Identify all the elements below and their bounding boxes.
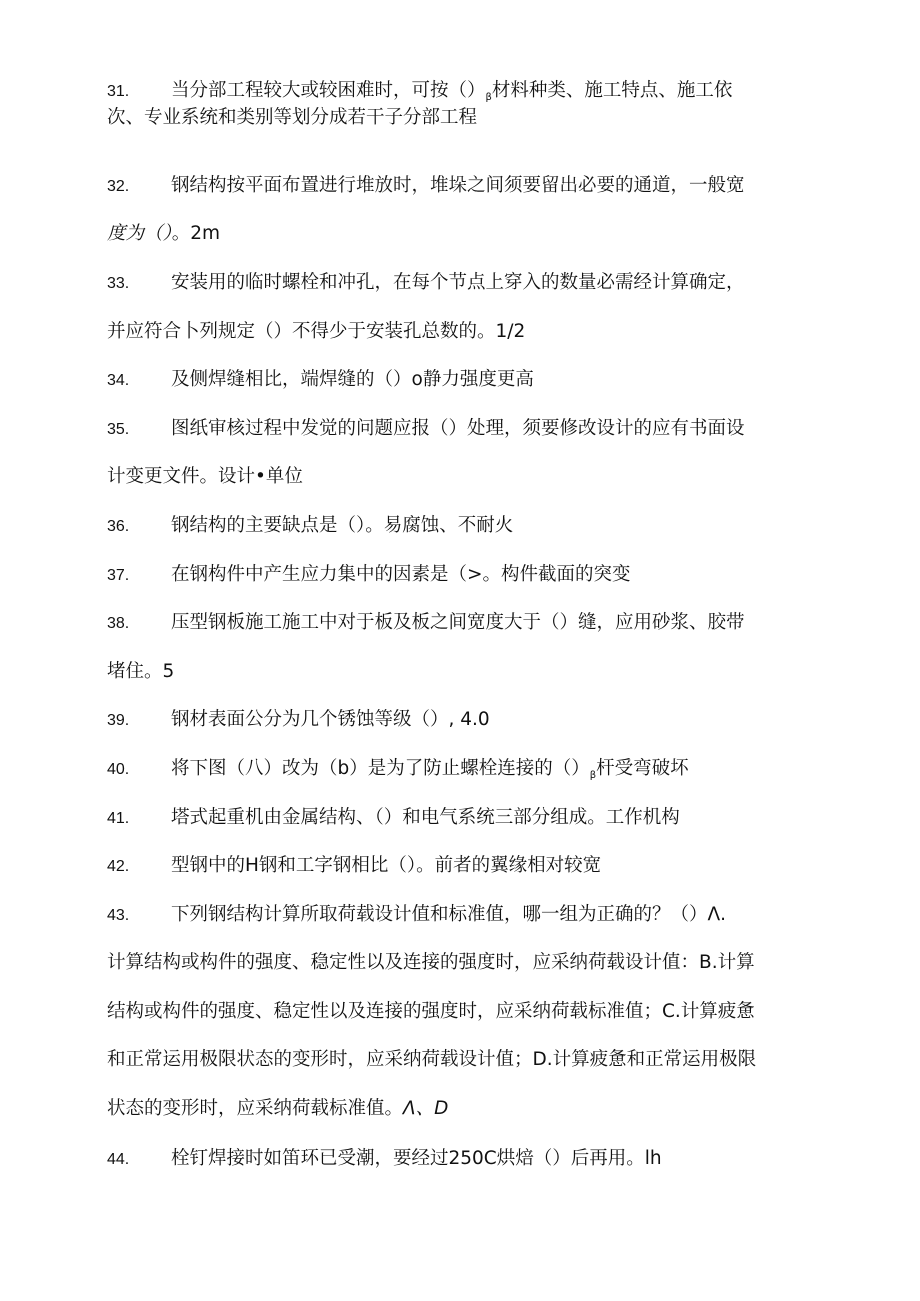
- option-text: 状态的变形时，应采纳荷载标准值。: [107, 1098, 404, 1119]
- question-34: [107, 369, 534, 392]
- question-number: 31.: [107, 83, 130, 100]
- question-43-line-4: [107, 1049, 756, 1071]
- question-number: 40.: [107, 761, 130, 778]
- question-number: 35.: [107, 421, 130, 438]
- question-43-line-5: [107, 1098, 448, 1120]
- question-number: 44.: [107, 1151, 130, 1168]
- question-36: [107, 515, 513, 538]
- option-text: 结构或构件的强度、稳定性以及连接的强度时，应采纳荷载标准值；C.计算疲惫: [107, 1001, 755, 1022]
- question-number: 39.: [107, 712, 130, 729]
- question-43-line-3: [107, 1001, 755, 1023]
- answer-text: Λ、D: [403, 1098, 449, 1119]
- answer-text: 材料种类、施工特点、施工依: [491, 80, 733, 101]
- question-33-line-2: [107, 321, 525, 343]
- answer-text: 杆受弯破坏: [596, 758, 689, 779]
- question-number: 37.: [107, 567, 130, 584]
- question-text: 钢结构的主要缺点是（）。易腐蚀、不耐火: [171, 515, 514, 536]
- question-35-line-1: [107, 418, 745, 441]
- question-text: 安装用的临时螺栓和冲孔，在每个节点上穿入的数量必需经计算确定，: [171, 272, 745, 293]
- question-text: 压型钢板施工施工中对于板及板之间宽度大于（）缝，应用砂浆、胶带: [171, 612, 745, 633]
- question-text: 下列钢结构计算所取荷载设计值和标准值，哪一组为正确的？（）Λ.: [171, 904, 727, 925]
- question-42: [107, 855, 601, 878]
- question-number: 32.: [107, 178, 130, 195]
- question-43-line-2: [107, 952, 755, 974]
- subscript-mark: β: [485, 92, 492, 103]
- question-43-line-1: [107, 904, 726, 927]
- question-number: 33.: [107, 275, 130, 292]
- question-text: 及侧焊缝相比，端焊缝的（）o静力强度更高: [171, 369, 534, 390]
- question-31-line-1: [107, 80, 732, 109]
- question-33-line-1: [107, 272, 745, 295]
- question-text: 型钢中的H钢和工字钢相比（）。前者的翼缘相对较宽: [171, 855, 602, 876]
- question-text: 栓钉焊接时如笛环已受潮，要经过250C烘焙（）后再用。lh: [171, 1148, 662, 1169]
- question-number: 34.: [107, 372, 130, 389]
- subscript-mark: β: [589, 770, 597, 781]
- question-39: [107, 709, 490, 732]
- option-text: 和正常运用极限状态的变形时，应采纳荷载设计值；D.计算疲惫和正常运用极限: [107, 1049, 757, 1070]
- question-40: [107, 758, 689, 787]
- question-32-line-2: [107, 223, 220, 245]
- question-37: [107, 564, 631, 587]
- question-text: 钢结构按平面布置进行堆放时，堆垛之间须要留出必要的通道，一般宽: [171, 175, 745, 196]
- option-text: 计算结构或构件的强度、稳定性以及连接的强度时，应采纳荷载设计值：B.计算: [107, 952, 755, 973]
- answer-text: 。2m: [171, 223, 221, 244]
- question-38-line-1: [107, 612, 745, 635]
- answer-text: 并应符合卜列规定（）不得少于安装孔总数的。1/2: [107, 321, 526, 342]
- question-text: 当分部工程较大或较困难时，可按（）: [171, 80, 486, 101]
- question-text: 将下图（八）改为（b）是为了防止螺栓连接的（）: [171, 758, 590, 779]
- question-38-line-2: [107, 661, 174, 683]
- question-31-line-2: [107, 107, 477, 129]
- answer-text: 堵住。5: [107, 661, 175, 682]
- question-number: 41.: [107, 810, 130, 827]
- question-text: 钢材表面公分为几个锈蚀等级（）, 4.0: [171, 709, 490, 730]
- question-number: 38.: [107, 615, 130, 632]
- question-text: 在钢构件中产生应力集中的因素是（>。构件截面的突变: [171, 564, 631, 585]
- question-text: 度为（）: [107, 223, 172, 244]
- question-44: [107, 1148, 662, 1171]
- question-41: [107, 807, 680, 830]
- question-32-line-1: [107, 175, 745, 198]
- question-text: 图纸审核过程中发觉的问题应报（）处理，须要修改设计的应有书面设: [171, 418, 745, 439]
- question-number: 36.: [107, 518, 130, 535]
- question-number: 42.: [107, 858, 130, 875]
- question-text: 塔式起重机由金属结构、（）和电气系统三部分组成。工作机构: [171, 807, 680, 828]
- answer-text: 次、专业系统和类别等划分成若干子分部工程: [107, 107, 478, 128]
- question-35-line-2: [107, 466, 303, 488]
- question-number: 43.: [107, 907, 130, 924]
- answer-text: 计变更文件。设计•单位: [107, 466, 303, 487]
